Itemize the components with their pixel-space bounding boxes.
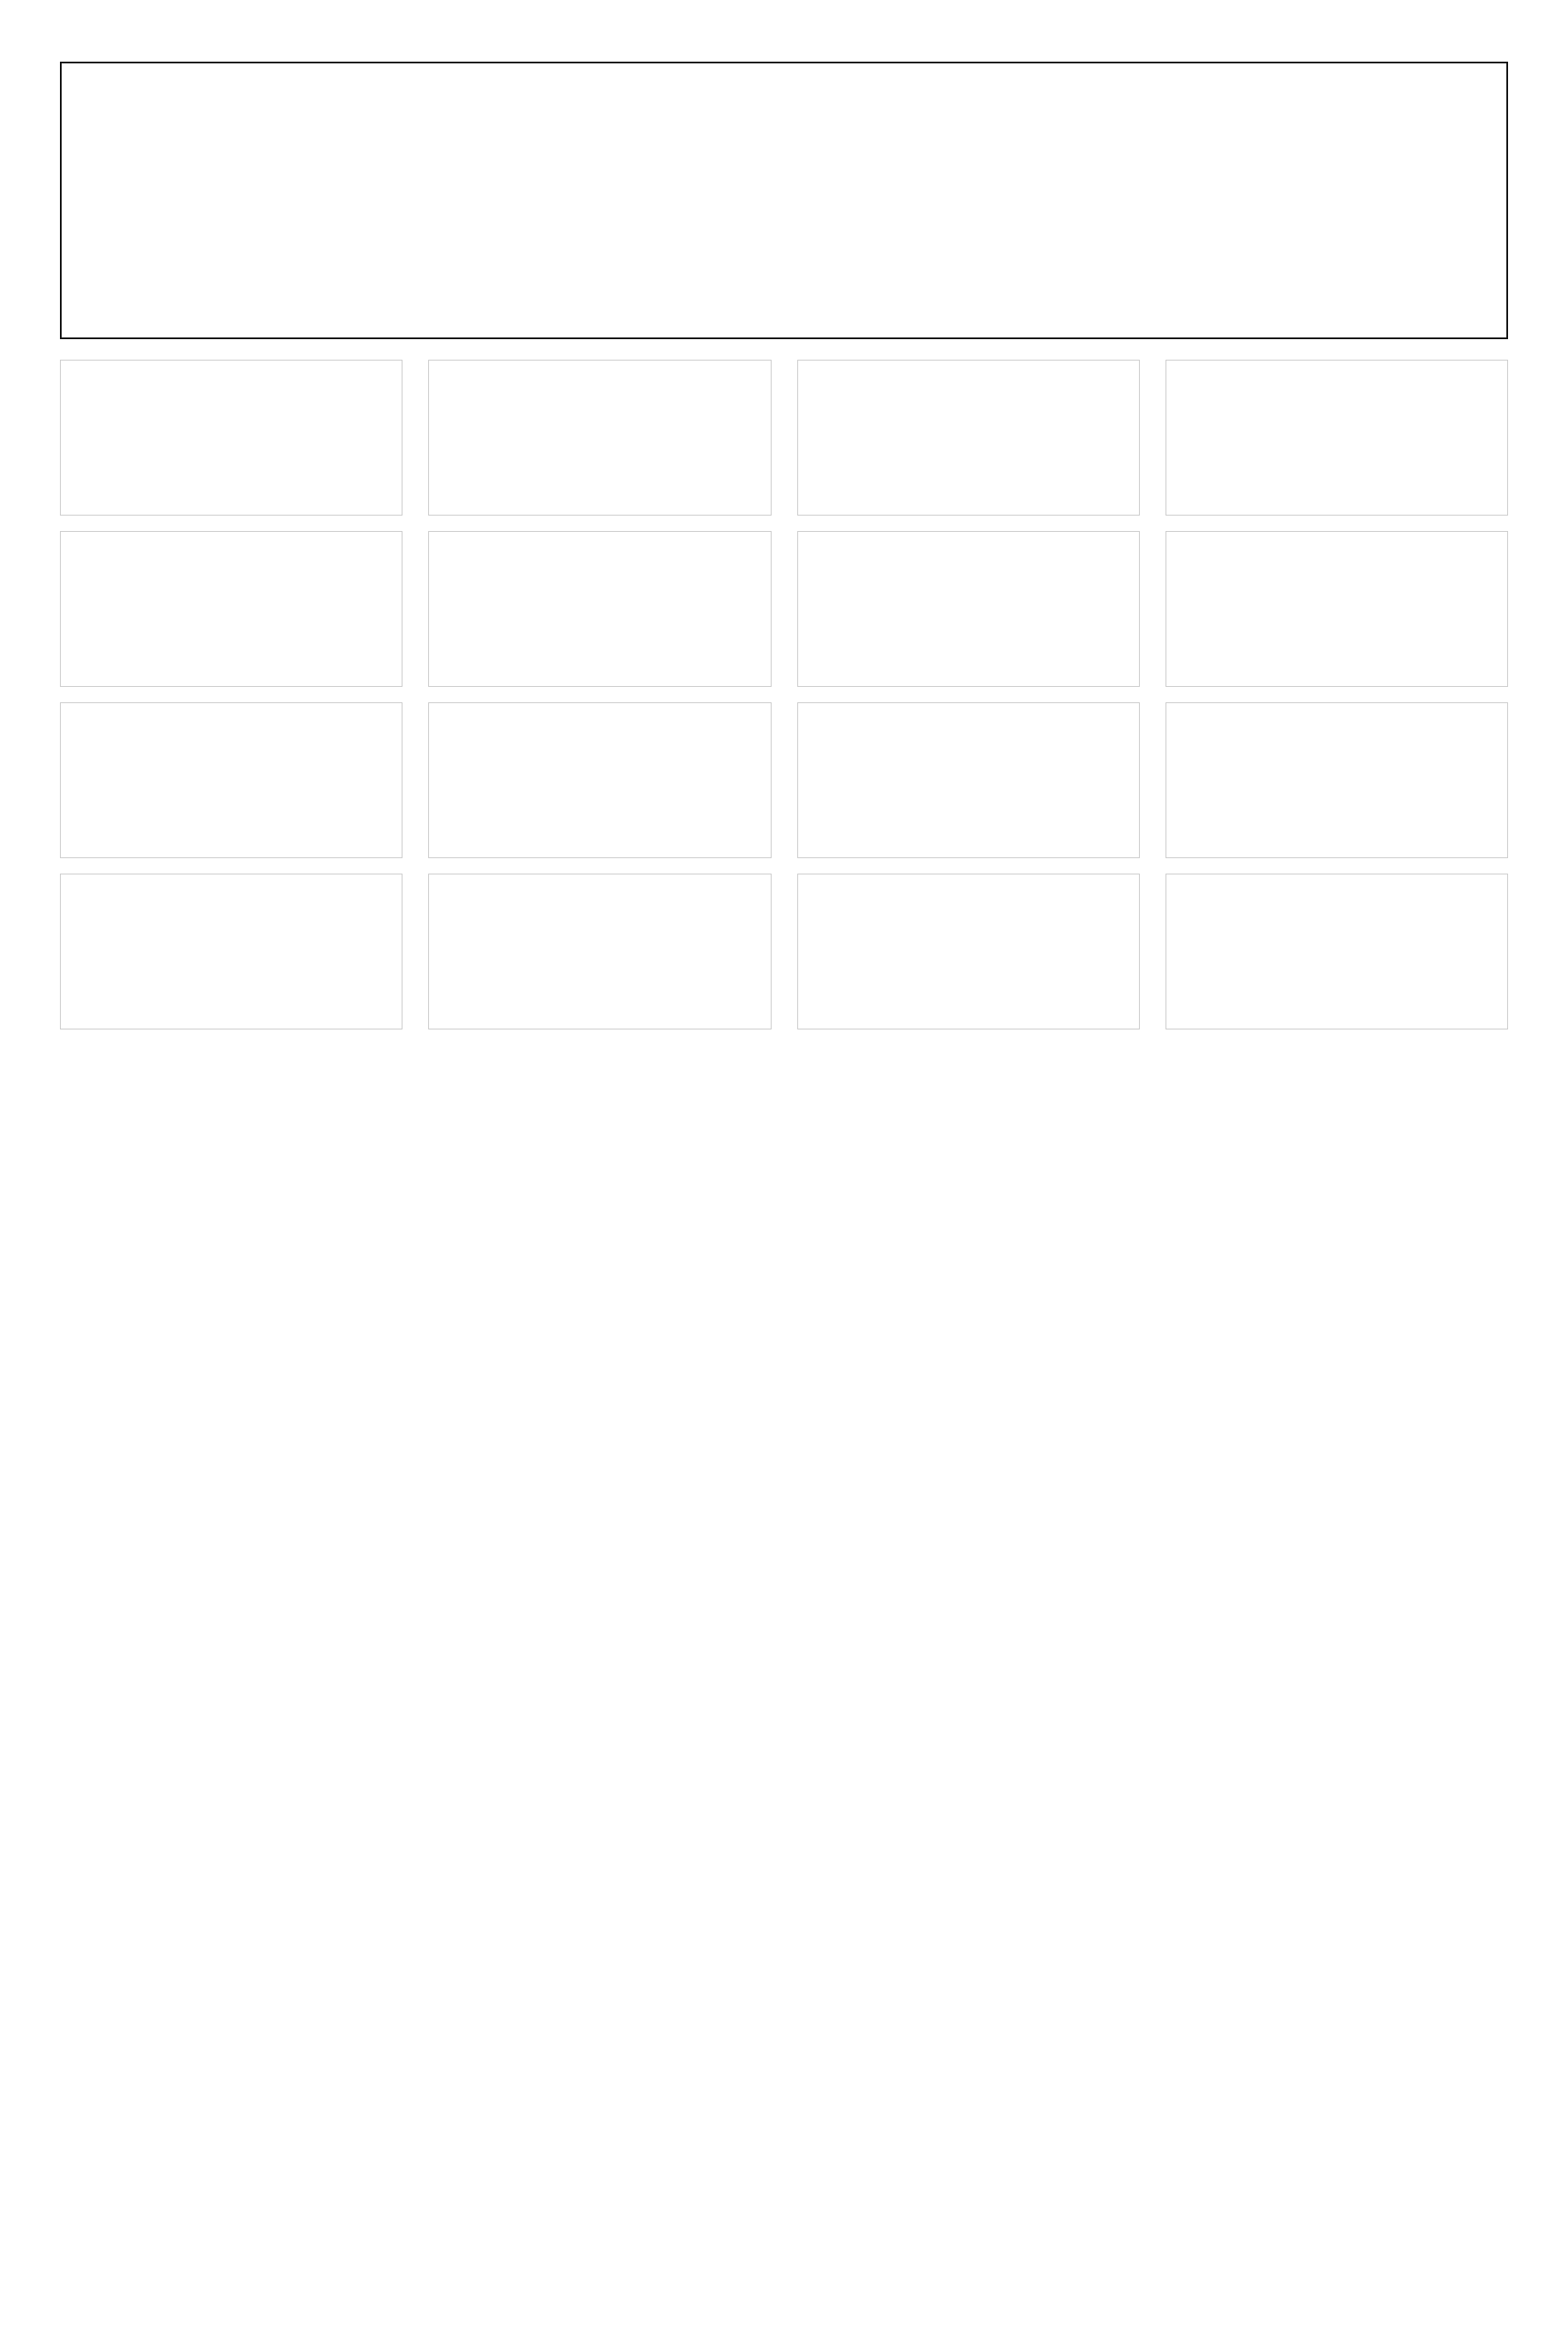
- info-block: [60, 360, 402, 516]
- commune-block: [428, 702, 771, 858]
- info-block: [60, 531, 402, 687]
- commune-block: [1166, 360, 1508, 516]
- commune-block: [428, 531, 771, 687]
- commune-block: [428, 874, 771, 1029]
- commune-block: [797, 531, 1140, 687]
- column-3: [797, 360, 1140, 1901]
- commune-block: [1166, 702, 1508, 858]
- info-block: [60, 874, 402, 1029]
- column-4: [1166, 360, 1508, 1901]
- communes-columns: [60, 360, 1508, 1901]
- column-2: [428, 360, 771, 1901]
- commune-block: [797, 702, 1140, 858]
- ballot-objects-box: [60, 62, 1508, 339]
- commune-block: [797, 874, 1140, 1029]
- column-1: [60, 360, 402, 1901]
- commune-block: [797, 360, 1140, 516]
- info-block: [60, 702, 402, 858]
- commune-block: [428, 360, 771, 516]
- commune-block: [1166, 531, 1508, 687]
- commune-block: [1166, 874, 1508, 1029]
